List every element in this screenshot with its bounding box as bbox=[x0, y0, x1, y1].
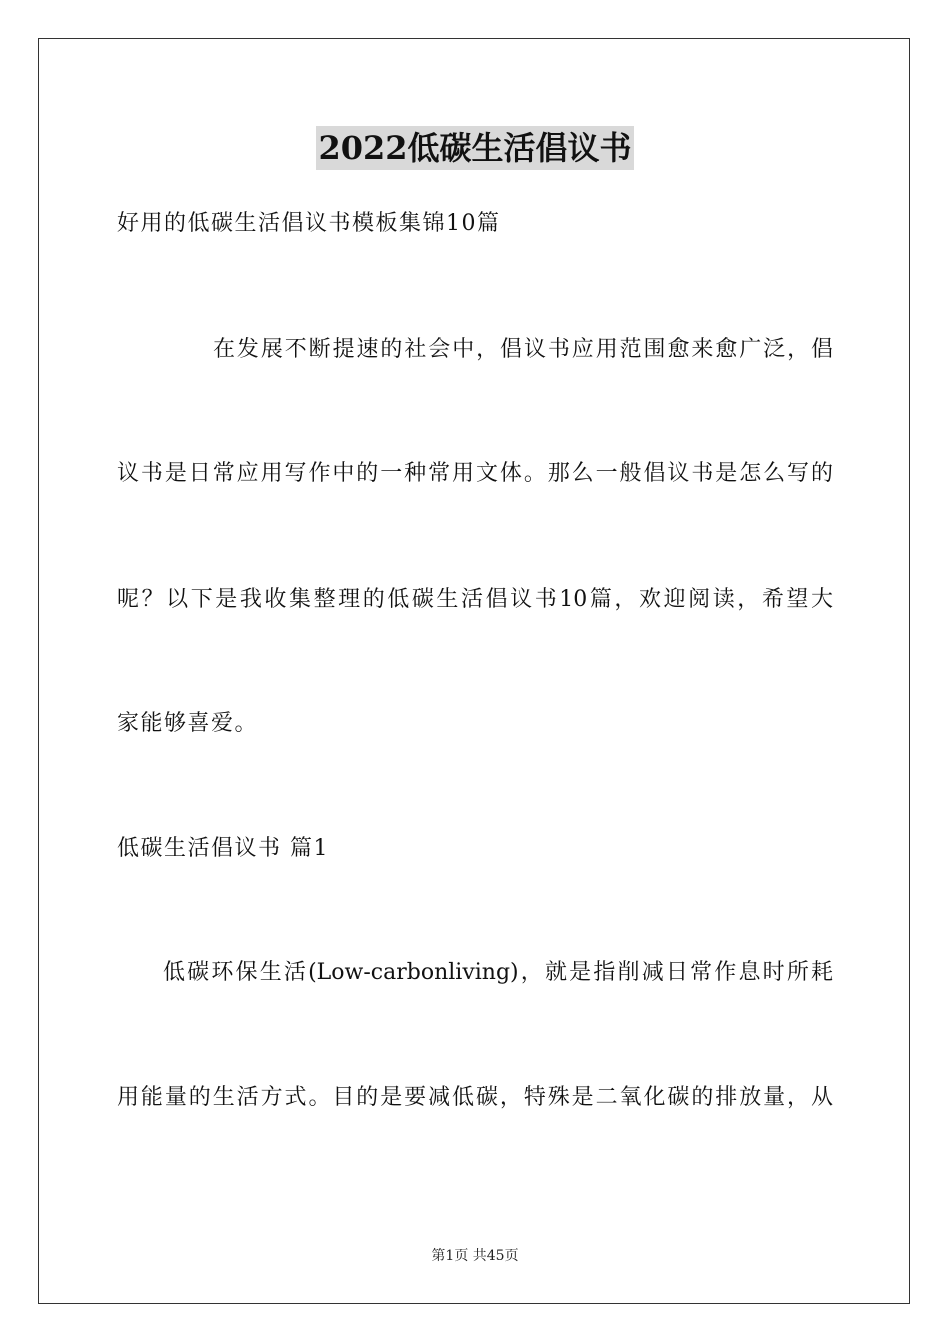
paragraph-line: 在发展不断提速的社会中，倡议书应用范围愈来愈广泛，倡 bbox=[213, 337, 833, 362]
document-title: 2022低碳生活倡议书 bbox=[316, 126, 633, 170]
document-subtitle: 好用的低碳生活倡议书模板集锦10篇 bbox=[117, 211, 501, 236]
paragraph-line: 家能够喜爱。 bbox=[117, 711, 259, 736]
section-heading: 低碳生活倡议书 篇1 bbox=[117, 836, 329, 861]
paragraph-line: 低碳环保生活(Low-carbonliving)，就是指削减日常作息时所耗 bbox=[163, 960, 833, 985]
title-container bbox=[0, 126, 950, 170]
page-number: 第1页 共45页 bbox=[431, 1248, 519, 1264]
paragraph-line: 用能量的生活方式。目的是要减低碳，特殊是二氧化碳的排放量，从 bbox=[117, 1085, 833, 1110]
paragraph-line: 呢？以下是我收集整理的低碳生活倡议书10篇，欢迎阅读，希望大 bbox=[117, 587, 833, 612]
paragraph-line: 议书是日常应用写作中的一种常用文体。那么一般倡议书是怎么写的 bbox=[117, 461, 833, 486]
